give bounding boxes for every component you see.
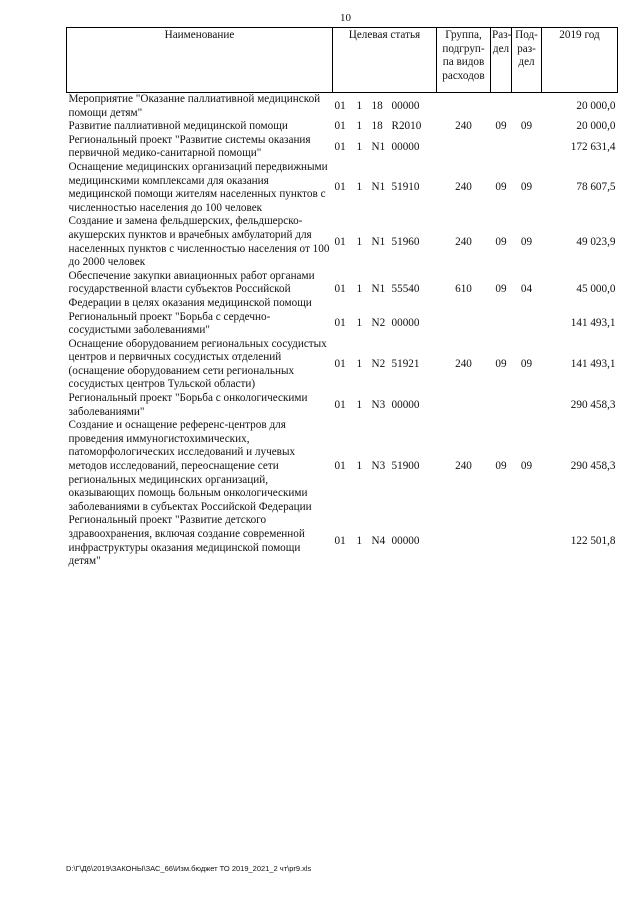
target-code-part: R2010 (391, 120, 422, 133)
row-section (491, 134, 512, 161)
row-name: Региональный проект "Борьба с онкологическими заболеваниями" (68, 392, 308, 418)
table-header-row (67, 28, 618, 93)
row-name: Региональный проект "Борьба с сердечно-сосудистыми заболеваниями" (68, 310, 271, 337)
table-row (67, 215, 618, 269)
target-code-part: 01 (334, 181, 346, 194)
row-subsection: 09 (520, 460, 533, 473)
row-group (437, 514, 491, 568)
target-code-part: 51910 (391, 181, 420, 194)
row-group: 610 (455, 283, 472, 296)
target-code-part: 01 (334, 534, 346, 547)
row-target-article (333, 93, 437, 121)
row-subsection: 09 (520, 358, 533, 371)
table-row (67, 161, 618, 215)
row-amount: 172 631,4 (570, 140, 616, 153)
row-section: 09 (495, 181, 507, 194)
table-row (67, 514, 618, 568)
row-amount: 290 458,3 (570, 398, 616, 411)
target-code-part: 1 (356, 181, 363, 194)
target-code-part: 01 (334, 235, 346, 248)
row-target-article (333, 161, 437, 215)
row-group (437, 93, 491, 121)
target-code-part: N1 (371, 140, 386, 153)
row-subsection: 09 (520, 235, 533, 248)
row-group (437, 134, 491, 161)
table-row (67, 270, 618, 311)
row-section (491, 514, 512, 568)
row-group: 240 (455, 181, 472, 194)
target-code-part: 1 (356, 235, 363, 248)
row-name: Создание и оснащение референс-центров для проведения иммуногистохимических, патоморфологических исследований и лучевых методов исследований, переоснащение сети региональных медицинских организаций, оказывающих помощь больным онкологическими заболеваниями в субъектах Российской Федерации (68, 419, 312, 513)
row-target-article (333, 338, 437, 392)
target-code-part: 1 (356, 317, 363, 330)
budget-table (66, 27, 618, 569)
table-row (67, 419, 618, 514)
target-code-part: N3 (371, 460, 386, 473)
row-target-article (333, 514, 437, 568)
table-row (67, 120, 618, 134)
row-target-article (333, 311, 437, 338)
target-code-part: 00000 (391, 140, 420, 153)
table-row (67, 93, 618, 121)
row-section: 09 (495, 120, 507, 133)
row-name: Обеспечение закупки авиационных работ органами государственной власти субъектов Российской Федерации в целях оказания медицинской помощи (68, 269, 315, 309)
table-row (67, 134, 618, 161)
row-amount: 141 493,1 (570, 317, 616, 330)
row-name: Развитие паллиативной медицинской помощи (68, 120, 288, 133)
row-amount: 290 458,3 (570, 460, 616, 473)
target-code-part: 1 (356, 460, 363, 473)
row-group (437, 311, 491, 338)
row-name: Региональный проект "Развитие системы оказания первичной медико-санитарной помощи" (68, 133, 311, 160)
row-target-article (333, 134, 437, 161)
row-target-article (333, 419, 437, 514)
row-amount: 20 000,0 (576, 99, 616, 112)
target-code-part: 55540 (391, 283, 420, 296)
target-code-part: 01 (334, 99, 346, 112)
target-code-part: 01 (334, 120, 346, 133)
row-subsection (512, 134, 542, 161)
table-row (67, 338, 618, 392)
target-code-part: 01 (334, 358, 346, 371)
target-code-part: 01 (334, 140, 346, 153)
target-code-part: 00000 (391, 398, 420, 411)
target-code-part: 01 (334, 283, 346, 296)
target-code-part: 51900 (391, 460, 420, 473)
row-subsection: 09 (520, 120, 533, 133)
target-code-part: 1 (356, 283, 363, 296)
target-code-part: 1 (356, 120, 363, 133)
row-group: 240 (455, 460, 472, 473)
row-name: Региональный проект "Развитие детского здравоохранения, включая создание современной инфраструктуры оказания медицинской помощи детям" (68, 514, 305, 568)
target-code-part: 51921 (391, 358, 420, 371)
table-row (67, 311, 618, 338)
row-section (491, 311, 512, 338)
target-code-part: 01 (334, 460, 346, 473)
target-code-part: N1 (371, 283, 386, 296)
target-code-part: N2 (371, 358, 386, 371)
row-subsection (512, 392, 542, 419)
header-target: Целевая статья (333, 28, 437, 93)
target-code-part: 18 (371, 99, 383, 112)
header-year: 2019 год (542, 28, 618, 93)
target-code-part: 1 (356, 534, 363, 547)
row-target-article (333, 270, 437, 311)
header-subsection: Под- раз- дел (512, 28, 542, 93)
row-subsection: 09 (520, 181, 533, 194)
target-code-part: 00000 (391, 534, 420, 547)
target-code-part: N1 (371, 235, 386, 248)
row-amount: 45 000,0 (576, 283, 616, 296)
row-group: 240 (455, 358, 472, 371)
row-target-article (333, 215, 437, 269)
row-amount: 122 501,8 (570, 534, 616, 547)
row-amount: 78 607,5 (576, 181, 616, 194)
row-section (491, 93, 512, 121)
table-body (67, 93, 618, 569)
row-amount: 20 000,0 (576, 120, 616, 133)
row-section: 09 (495, 235, 507, 248)
row-group: 240 (455, 120, 472, 133)
target-code-part: 1 (356, 398, 363, 411)
row-subsection (512, 93, 542, 121)
file-path-footer: D:\Г\Д6\2019\ЗАКОНЫ\ЗАС_66\Изм.бюджет ТО 2019_2021_2 чт\pr9.xls (66, 864, 312, 873)
header-group: Группа, подгруп- па видов расходов (437, 28, 491, 93)
row-section (491, 392, 512, 419)
row-section: 09 (495, 460, 507, 473)
header-name: Наименование (67, 28, 333, 93)
row-section: 09 (495, 358, 507, 371)
row-group (437, 392, 491, 419)
target-code-part: 18 (371, 120, 383, 133)
target-code-part: N3 (371, 398, 386, 411)
target-code-part: 00000 (391, 317, 420, 330)
row-subsection (512, 514, 542, 568)
row-name: Оснащение оборудованием региональных сосудистых центров и первичных сосудистых отделений (оснащение оборудованием сети региональных сосудистых центров Тульской области) (68, 337, 327, 391)
target-code-part: 00000 (391, 99, 420, 112)
target-code-part: N1 (371, 181, 386, 194)
row-subsection: 04 (520, 283, 533, 296)
row-name: Создание и замена фельдшерских, фельдшерско-акушерских пунктов и врачебных амбулаторий для населенных пунктов с численностью населения от 100 до 2000 человек (68, 215, 330, 269)
target-code-part: 1 (356, 140, 363, 153)
row-section: 09 (495, 283, 507, 296)
target-code-part: N2 (371, 317, 386, 330)
row-amount: 141 493,1 (570, 358, 616, 371)
row-target-article (333, 392, 437, 419)
target-code-part: N4 (371, 534, 386, 547)
row-amount: 49 023,9 (576, 235, 616, 248)
target-code-part: 1 (356, 99, 363, 112)
row-target-article (333, 120, 437, 134)
row-subsection (512, 311, 542, 338)
target-code-part: 01 (334, 398, 346, 411)
target-code-part: 01 (334, 317, 346, 330)
table-row (67, 392, 618, 419)
row-group: 240 (455, 235, 472, 248)
row-name: Мероприятие "Оказание паллиативной медицинской помощи детям" (68, 93, 321, 119)
header-section: Раз- дел (491, 28, 512, 93)
target-code-part: 51960 (391, 235, 420, 248)
page-number: 10 (340, 12, 351, 24)
target-code-part: 1 (356, 358, 363, 371)
row-name: Оснащение медицинских организаций передвижными медицинскими комплексами для оказания медицинской помощи жителям населенных пунктов с численностью населения до 100 человек (68, 160, 328, 214)
